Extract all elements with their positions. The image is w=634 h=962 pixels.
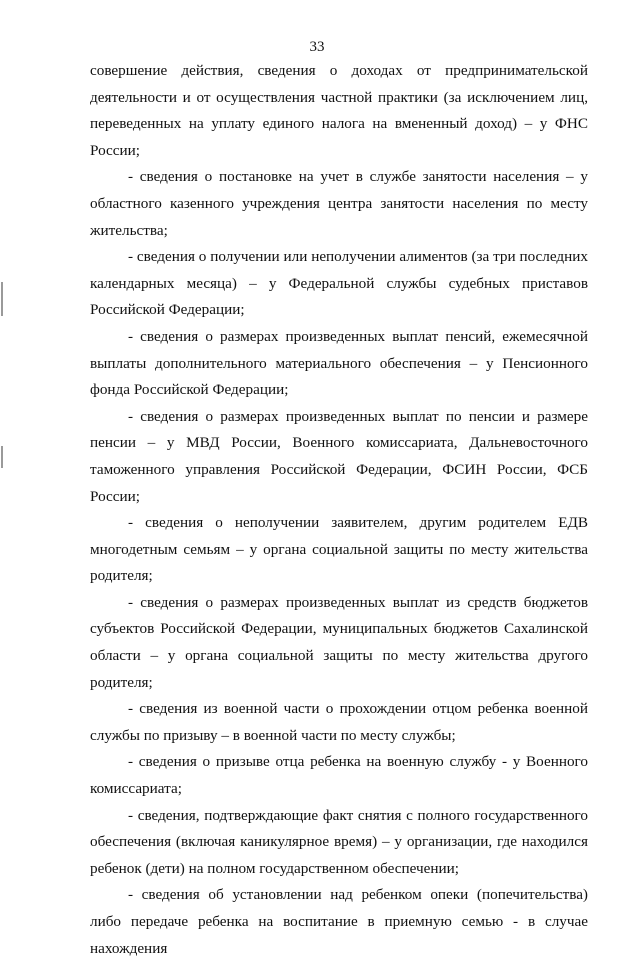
page-number: 33 — [309, 39, 325, 55]
paragraph-large-family-payment: - сведения о неполучении заявителем, другим родителем ЕДВ многодетным семьям – у органа социальной защиты по месту жительства родителя; — [90, 514, 588, 585]
scan-margin-mark — [1, 446, 3, 468]
paragraph-guardianship: - сведения об установлении над ребенком опеки (попечительства) либо передаче ребенка на воспитание в приемную семью - в случае нахождения — [90, 886, 588, 957]
paragraph-fns-income: совершение действия, сведения о доходах от предпринимательской деятельности и от осуществления частной практики (за исключением лиц, переведенных на уплату единого налога на вмененный доход) – у ФНС России; — [90, 62, 588, 159]
paragraph-military-conscription: - сведения о призыве отца ребенка на военную службу - у Военного комиссариата; — [90, 753, 588, 798]
paragraph-employment-registration: - сведения о постановке на учет в службе занятости населения – у областного казенного учреждения центра занятости населения по месту жительства; — [90, 168, 588, 239]
scan-margin-mark — [1, 282, 3, 316]
document-body — [90, 58, 588, 962]
paragraph-pension-agencies: - сведения о размерах произведенных выплат по пенсии и размере пенсии – у МВД России, Военного комиссариата, Дальневосточного таможенного управления Российской Федерации, ФСИН России, ФСБ России; — [90, 407, 588, 505]
paragraph-state-support: - сведения, подтверждающие факт снятия с полного государственного обеспечения (включая каникулярное время) – у организации, где находился ребенок (дети) на полном государственном обеспечении; — [90, 806, 588, 877]
paragraph-regional-budget-payments: - сведения о размерах произведенных выплат из средств бюджетов субъектов Российской Федерации, муниципальных бюджетов Сахалинской области – у органа социальной защиты по месту жительства другого родителя; — [90, 593, 588, 691]
paragraph-pension-fund: - сведения о размерах произведенных выплат пенсий, ежемесячной выплаты дополнительного материального обеспечения – у Пенсионного фонда Российской Федерации; — [90, 327, 588, 399]
paragraph-alimony: - сведения о получении или неполучении алиментов (за три последних календарных месяца) – у Федеральной службы судебных приставов Российской Федерации; — [90, 248, 588, 319]
paragraph-military-service: - сведения из военной части о прохождении отцом ребенка военной службы по призыву – в военной части по месту службы; — [90, 700, 588, 744]
